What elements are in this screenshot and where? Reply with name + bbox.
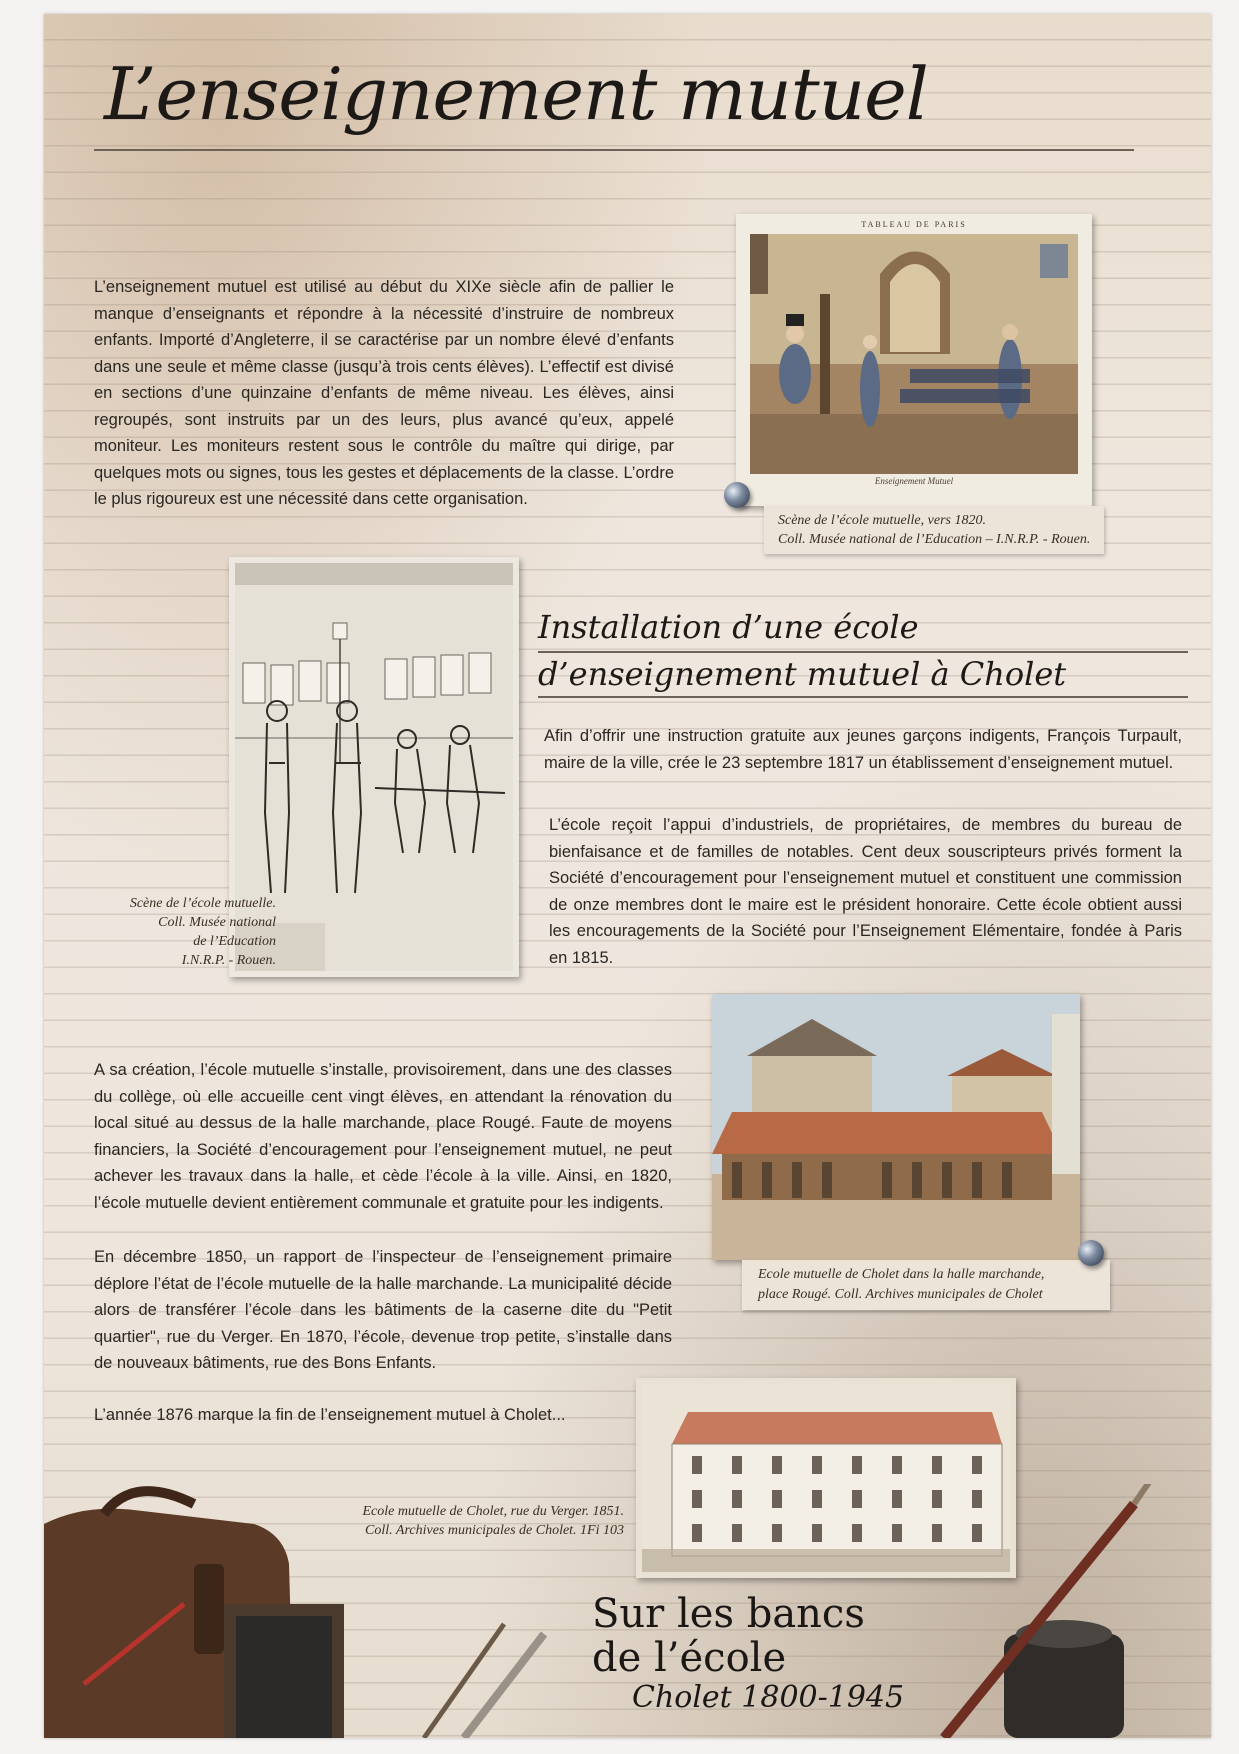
section-title-rule bbox=[538, 651, 1188, 653]
building-caption-line2: Coll. Archives municipales de Cholet. 1Fi 103 bbox=[365, 1523, 624, 1538]
logo-line3: Cholet 1800-1945 bbox=[632, 1680, 905, 1715]
section3-paragraph-1: A sa création, l’école mutuelle s’installe, provisoirement, dans une des classes du collège, où elle accueille cent vingt élèves, en attendant la rénovation du local situé au dessus de la halle marchande, place Rougé. Faute de moyens financiers, la Société d’encouragement pour l’enseignement mutuel, ne peut achever les travaux dans la halle, et cède l’école à la ville. Ainsi, en 1820, l’école mutuelle devient entièrement communale et gratuite pour les indigents. bbox=[94, 1061, 672, 1212]
pushpin-icon bbox=[1078, 1240, 1104, 1266]
painting-caption-box bbox=[764, 506, 1104, 554]
market-hall-caption-box bbox=[742, 1260, 1110, 1310]
section3-paragraph-2: En décembre 1850, un rapport de l’inspecteur de l’enseignement primaire déplore l’état de l’école mutuelle de la halle marchande. La municipalité décide alors de transférer l’école dans les bâtiments de la caserne dite du "Petit quartier", rue du Verger. En 1870, l’école, devenue trop petite, s’installe dans de nouveaux bâtiments, rue des Bons Enfants. bbox=[94, 1248, 672, 1372]
section3-text bbox=[94, 1057, 672, 1216]
intro-paragraph: L’enseignement mutuel est utilisé au début du XIXe siècle afin de pallier le manque d’enseignants et répondre à la nécessité d’instruire de nombreux enfants. Importé d’Angleterre, il se caractérise par un nombre élevé d’enfants dans une seule et même classe (jusqu’à trois cents élèves). L’effectif est divisé en sections d’une quinzaine d’enfants de même niveau. Les élèves, ainsi regroupés, sont instruits par un des leurs, plus avancé qu’eux, appelé moniteur. Les moniteurs restent sous le contrôle du maître qui dirige, par quelques mots ou signes, tous les gestes et déplacements de la classe. L’ordre le plus rigoureux est une nécessité dans cette organisation. bbox=[94, 278, 674, 508]
building-caption-line1: Ecole mutuelle de Cholet, rue du Verger. 1851. bbox=[362, 1504, 624, 1519]
market-hall-caption-line1: Ecole mutuelle de Cholet dans la halle marchande, bbox=[758, 1267, 1045, 1282]
pushpin-icon bbox=[724, 482, 750, 508]
logo-line1: Sur les bancs bbox=[592, 1591, 865, 1637]
section3-text-2 bbox=[94, 1244, 672, 1377]
section-title-line2: d’enseignement mutuel à Cholet bbox=[538, 655, 1067, 693]
page-title: L’enseignement mutuel bbox=[104, 52, 928, 136]
engraving-caption-line4: I.N.R.P. - Rouen. bbox=[181, 953, 276, 968]
section2-paragraph-2: L’école reçoit l’appui d’industriels, de propriétaires, de membres du bureau de bienfaisance et de familles de notables. Cent deux souscripteurs privés forment la Société d’encouragement pour l’enseignement mutuel et constituent une commission de onze membres dont le maire est le président honoraire. Cette école obtient aussi les encouragements de la Société pour l’Enseignement Elémentaire, fondée à Paris en 1815. bbox=[549, 816, 1182, 967]
market-hall-illustration bbox=[712, 994, 1080, 1260]
engraving-illustration bbox=[235, 563, 513, 971]
section3-text-3 bbox=[94, 1402, 672, 1429]
section2-paragraph-1: Afin d’offrir une instruction gratuite aux jeunes garçons indigents, François Turpault, maire de la ville, crée le 23 septembre 1817 un établissement d’enseignement mutuel. bbox=[544, 727, 1182, 772]
title-underline bbox=[94, 149, 1134, 151]
classroom-painting-frame bbox=[736, 214, 1092, 506]
exhibition-poster bbox=[44, 14, 1211, 1738]
engraving-caption bbox=[94, 894, 276, 970]
engraving-caption-line1: Scène de l’école mutuelle. bbox=[129, 896, 276, 911]
exhibition-logo bbox=[592, 1592, 904, 1715]
logo-line2: de l’école bbox=[592, 1635, 787, 1681]
section-title-rule bbox=[538, 696, 1188, 698]
painting-inscription: Enseignement Mutuel bbox=[874, 476, 954, 486]
engraving-caption-line3: de l’Education bbox=[193, 934, 276, 949]
section2-text-2 bbox=[549, 812, 1182, 971]
section2-text bbox=[544, 723, 1182, 776]
market-hall-painting bbox=[712, 994, 1080, 1260]
intro-block bbox=[94, 274, 674, 513]
painting-header: TABLEAU DE PARIS bbox=[861, 220, 967, 229]
section-title-line1: Installation d’une école bbox=[538, 608, 919, 646]
painting-caption-line2: Coll. Musée national de l’Education – I.N.R.P. - Rouen. bbox=[778, 532, 1091, 547]
painting-caption-line1: Scène de l’école mutuelle, vers 1820. bbox=[778, 513, 986, 528]
classroom-painting bbox=[750, 234, 1078, 474]
market-hall-caption-line2: place Rougé. Coll. Archives municipales de Cholet bbox=[758, 1287, 1043, 1302]
engraving-caption-line2: Coll. Musée national bbox=[158, 915, 276, 930]
section3-paragraph-3: L’année 1876 marque la fin de l’enseignement mutuel à Cholet... bbox=[94, 1406, 566, 1424]
